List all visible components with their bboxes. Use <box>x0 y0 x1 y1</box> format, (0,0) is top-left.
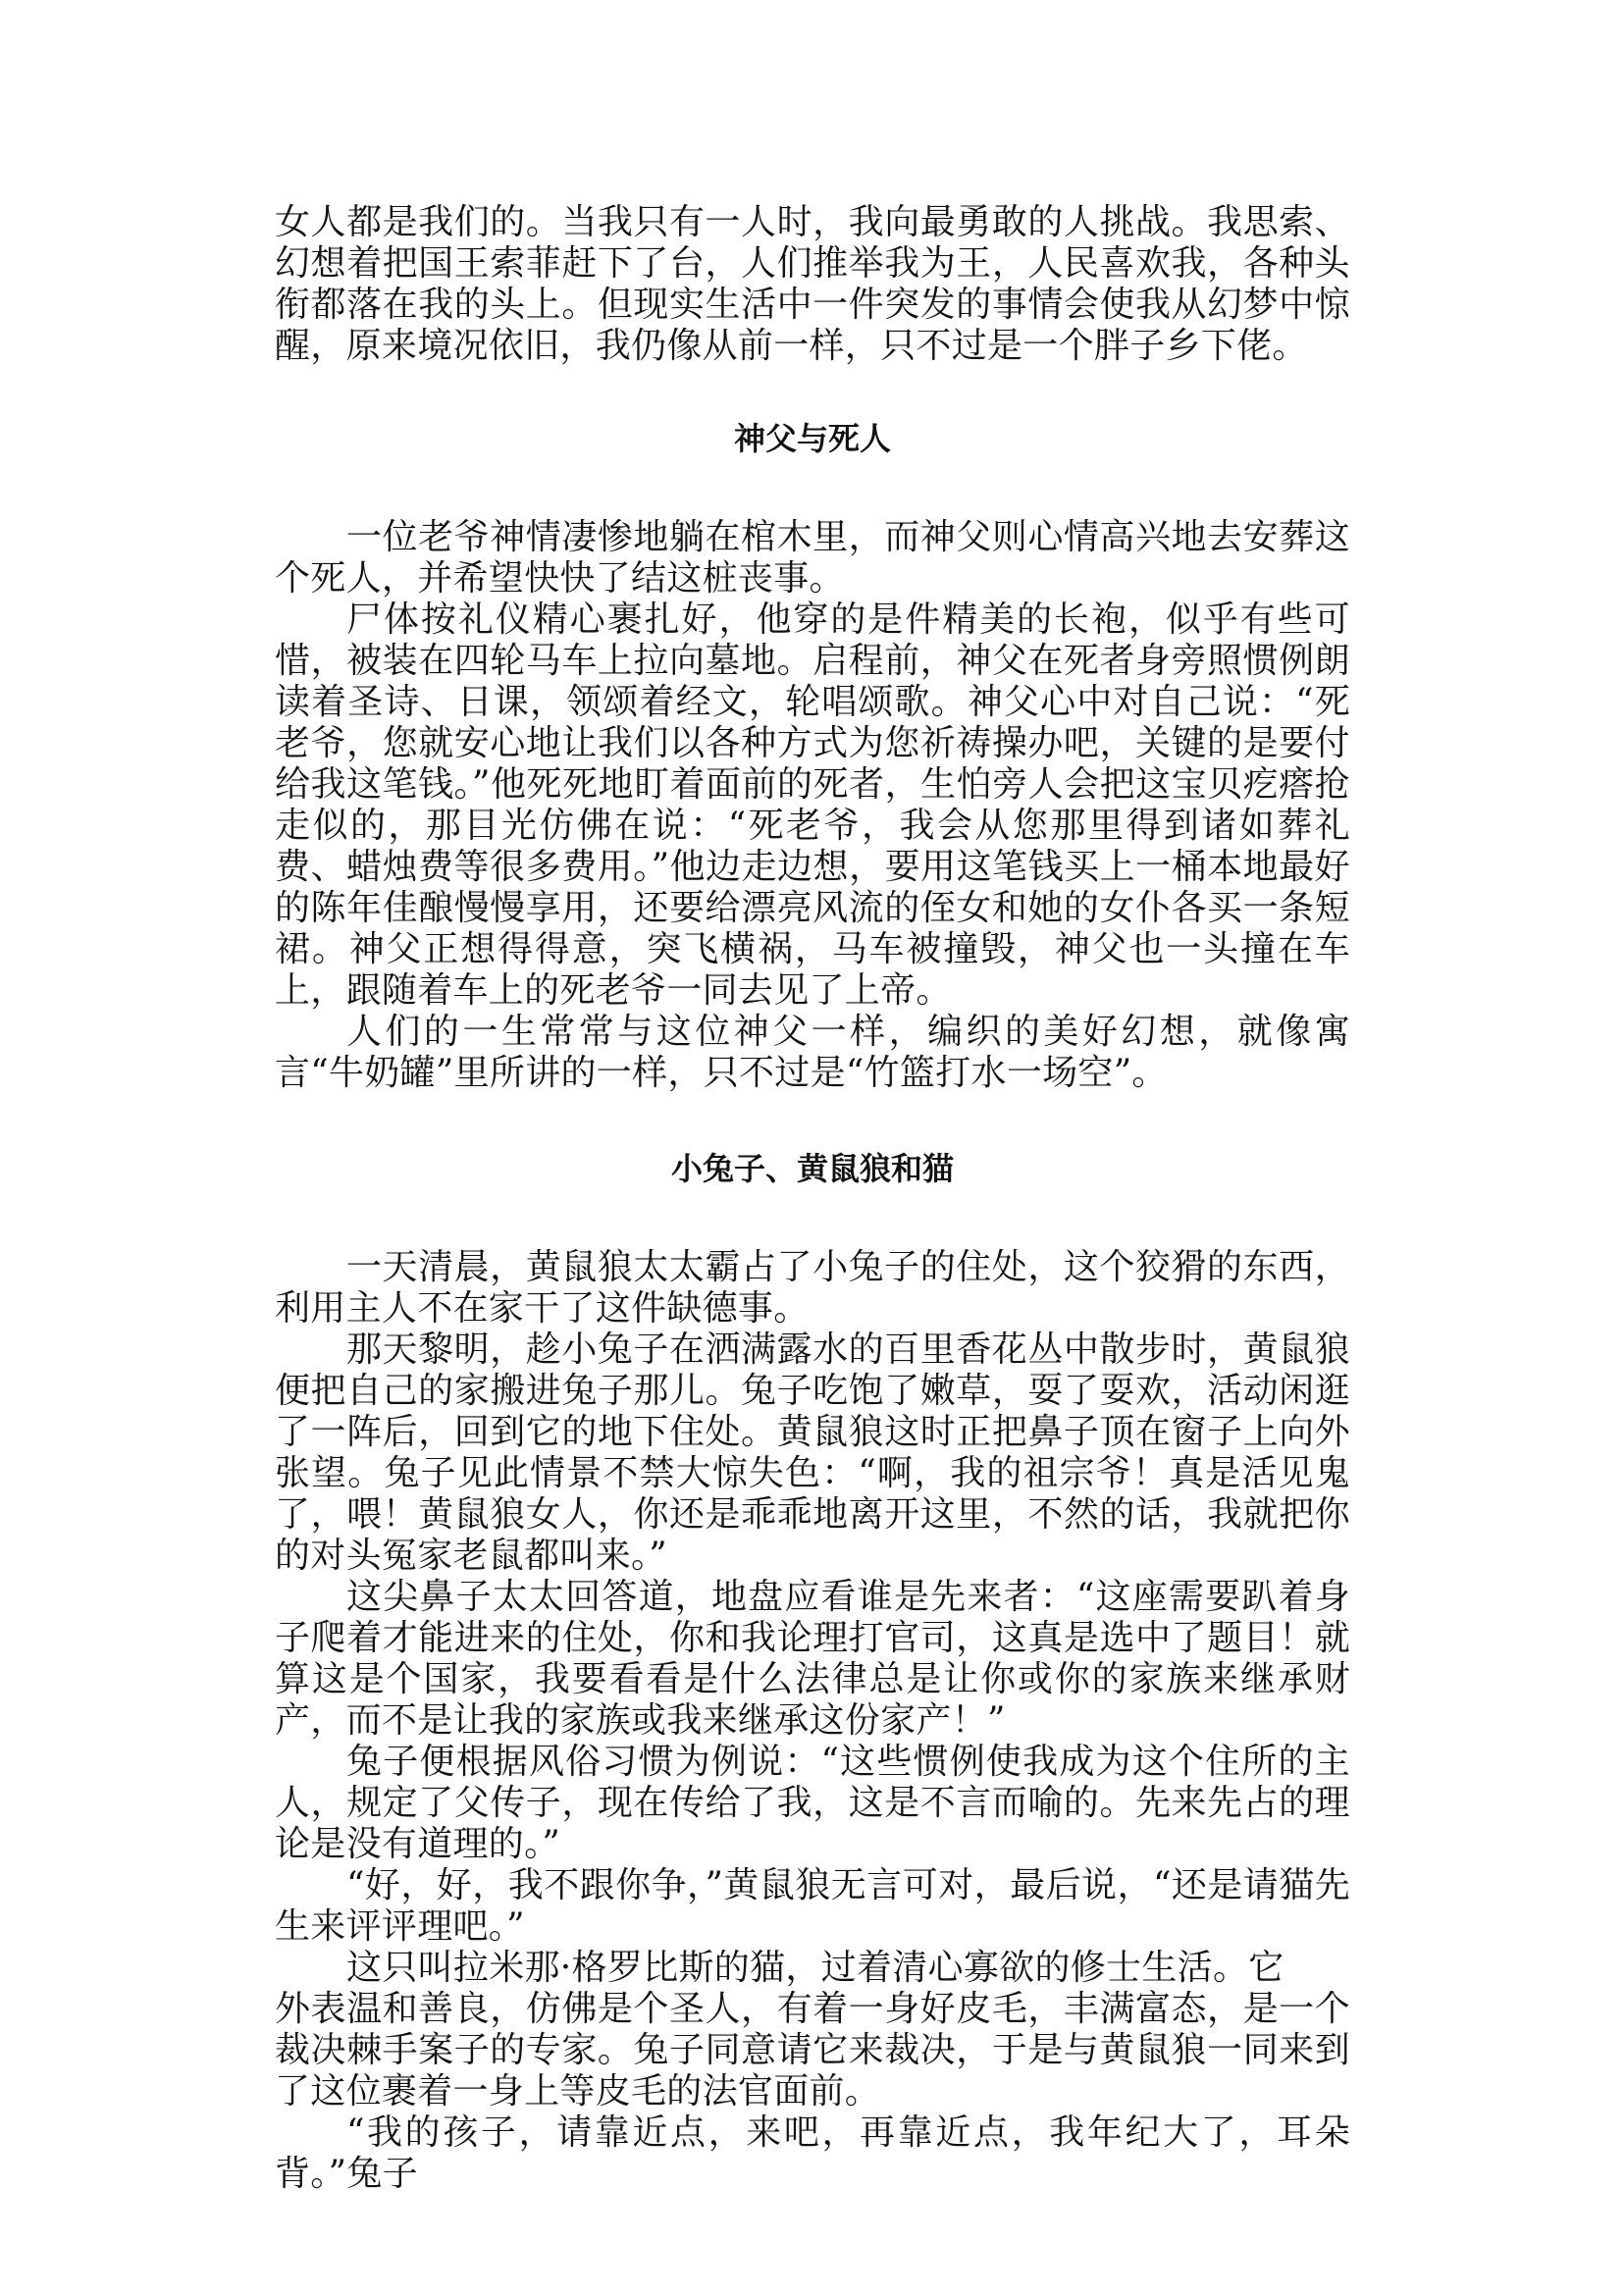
paragraph: 尸体按礼仪精心裹扎好，他穿的是件精美的长袍，似乎有些可惜，被装在四轮马车上拉向墓地。启程前，神父在死者身旁照惯例朗读着圣诗、日课，领颂着经文，轮唱颂歌。神父心中对自己说：“死老爷，您就安心地让我们以各种方式为您祈祷操办吧，关键的是要付给我这笔钱。”他死死地盯着面前的死者，生怕旁人会把这宝贝疙瘩抢走似的，那目光仿佛在说：“死老爷，我会从您那里得到诸如葬礼费、蜡烛费等很多费用。”他边走边想，要用这笔钱买上一桶本地最好的陈年佳酿慢慢享用，还要给漂亮风流的侄女和她的女仆各买一条短裙。神父正想得得意，突飞横祸，马车被撞毁，神父也一头撞在车上，跟随着车上的死老爷一同去见了上帝。 <box>275 600 1350 1011</box>
paragraph: “我的孩子，请靠近点，来吧，再靠近点，我年纪大了，耳朵背。”兔子 <box>275 2112 1350 2194</box>
section-title-priest-and-dead: 神父与死人 <box>733 420 891 457</box>
opening-paragraph: 女人都是我们的。当我只有一人时，我向最勇敢的人挑战。我思索、幻想着把国王索菲赶下了台，人们推举我为王，人民喜欢我，各种头衔都落在我的头上。但现实生活中一件突发的事情会使我从幻梦中惊醒，原来境况依旧，我仍像从前一样，只不过是一个胖子乡下佬。 <box>275 202 1350 366</box>
section-title-rabbit-weasel-cat: 小兔子、黄鼠狼和猫 <box>670 1150 954 1187</box>
paragraph: 一天清晨，黄鼠狼太太霸占了小兔子的住处，这个狡猾的东西，利用主人不在家干了这件缺德事。 <box>275 1247 1350 1329</box>
paragraph: 那天黎明，趁小兔子在洒满露水的百里香花丛中散步时，黄鼠狼便把自己的家搬进兔子那儿。兔子吃饱了嫩草，耍了耍欢，活动闲逛了一阵后，回到它的地下住处。黄鼠狼这时正把鼻子顶在窗子上向外张望。兔子见此情景不禁大惊失色：“啊，我的祖宗爷！真是活见鬼了，喂！黄鼠狼女人，你还是乖乖地离开这里，不然的话，我就把你的对头冤家老鼠都叫来。” <box>275 1329 1350 1576</box>
paragraph: 兔子便根据风俗习惯为例说：“这些惯例使我成为这个住所的主人，规定了父传子，现在传给了我，这是不言而喻的。先来先占的理论是没有道理的。” <box>275 1742 1350 1864</box>
paragraph: “好，好，我不跟你争，”黄鼠狼无言可对，最后说，“还是请猫先生来评评理吧。” <box>275 1865 1350 1947</box>
document-page <box>275 202 1350 2195</box>
paragraph: 这尖鼻子太太回答道，地盘应看谁是先来者：“这座需要趴着身子爬着才能进来的住处，你和我论理打官司，这真是选中了题目！就算这是个国家，我要看看是什么法律总是让你或你的家族来继承财产，而不是让我的家族或我来继承这份家产！” <box>275 1577 1350 1741</box>
paragraph: 外表温和善良，仿佛是个圣人，有着一身好皮毛，丰满富态，是一个裁决棘手案子的专家。兔子同意请它来裁决，于是与黄鼠狼一同来到了这位裹着一身上等皮毛的法官面前。 <box>275 1989 1350 2112</box>
paragraph: 一位老爷神情凄惨地躺在棺木里，而神父则心情高兴地去安葬这个死人，并希望快快了结这桩丧事。 <box>275 517 1350 599</box>
paragraph: 这只叫拉米那·格罗比斯的猫，过着清心寡欲的修士生活。它 <box>346 1948 1284 1988</box>
paragraph: 人们的一生常常与这位神父一样，编织的美好幻想，就像寓言“牛奶罐”里所讲的一样，只不过是“竹篮打水一场空”。 <box>275 1012 1350 1093</box>
